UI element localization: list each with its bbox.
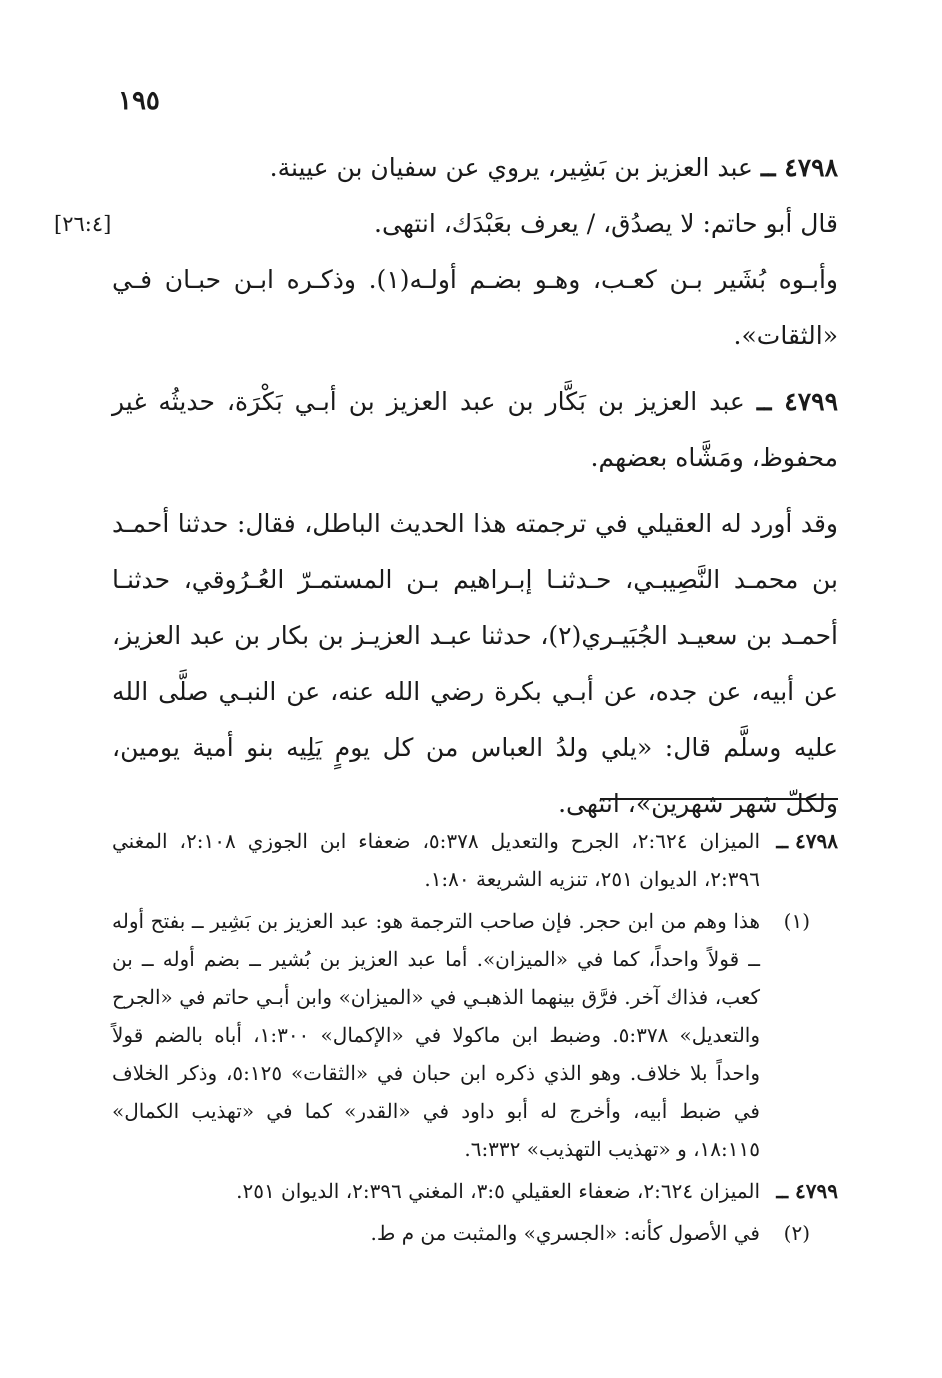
father-note-line — [112, 252, 838, 364]
abu-hatim-line — [54, 196, 838, 252]
main-text — [54, 140, 839, 832]
entry-number: ٤٧٩٨ ــ — [760, 153, 838, 182]
footnote-text: الميزان ٢:٦٢٤، الجرح والتعديل ٥:٣٧٨، ضعفاء ابن الجوزي ٢:١٠٨، المغني ٢:٣٩٦، الديوان ٢٥١، تنزيه الشريعة ١:٨٠. — [112, 829, 760, 891]
footnote-2 — [112, 1214, 838, 1252]
page-number: ١٩٥ — [118, 86, 160, 116]
entry-text: وأبـوه بُشَير بـن كعـب، وهـو بضـم أولـه(١). وذكـره ابـن حبـان فـي «الثقات». — [112, 265, 839, 350]
footnote-divider — [600, 798, 838, 800]
footnote-source-4799 — [112, 1172, 838, 1210]
entry-text: قال أبو حاتم: لا يصدُق، / يعرف بعَبْدَك، انتهى. — [374, 209, 838, 238]
footnote-label: ٤٧٩٩ ــ — [776, 1179, 838, 1203]
footnote-1 — [112, 902, 838, 1168]
entry-4798 — [112, 140, 838, 196]
footnote-text: الميزان ٢:٦٢٤، ضعفاء العقيلي ٣:٥، المغني ٢:٣٩٦، الديوان ٢٥١. — [236, 1179, 760, 1203]
entry-text: عبد العزيز بن بَشِير، يروي عن سفيان بن عيينة. — [269, 153, 753, 182]
footnote-label: (٢) — [783, 1221, 810, 1245]
page-reference: [٢٦:٤] — [54, 212, 112, 236]
uqayli-paragraph — [112, 496, 838, 832]
footnotes — [112, 822, 838, 1256]
footnote-text: هذا وهم من ابن حجر. فإن صاحب الترجمة هو: عبد العزيز بن بَشِير ــ بفتح أوله ــ قولاً واحداً، كما في «الميزان». أما عبد العزيز بن بُشير ــ بضم أوله ــ بن كعب، فذاك آخر. فرَّق بينهما الذهبـي في «الميزان» وابن أبـي حاتم في «الجرح والتعديل» ٥:٣٧٨. وضبط ابن ماكولا في «الإكمال» ١:٣٠٠، أباه بالضم قولاً واحداً بلا خلاف. وهو الذي ذكره ابن حبان في «الثقات» ٥:١٢٥، وذكر الخلاف في ضبط أبيه، وأخرج له أبو داود في «القدر» كما في «تهذيب الكمال» ١٨:١١٥، و «تهذيب التهذيب» ٦:٣٣٢. — [112, 909, 760, 1161]
footnote-text: في الأصول كأنه: «الجسري» والمثبت من م ط. — [370, 1221, 760, 1245]
entry-4799 — [112, 374, 838, 486]
entry-text: عبد العزيز بن بَكَّار بن عبد العزيز بن أبـي بَكْرَة، حديثُه غير محفوظ، ومَشَّاه بعضهم. — [112, 387, 838, 472]
entry-number: ٤٧٩٩ ــ — [756, 387, 839, 416]
entry-text: وقد أورد له العقيلي في ترجمته هذا الحديث الباطل، فقال: حدثنا أحمـد بن محمـد النَّصِيبـي، حـدثنـا إبـراهيم بـن المستمـرّ العُـرُوقي، حدثنـا أحمـد بن سعيـد الجُبَيـري(٢)، حدثنا عبـد العزيـز بن بكار بن عبد العزيز، عن أبيه، عن جده، عن أبـي بكرة رضي الله عنه، عن النبـي صلَّى الله عليه وسلَّم قال: «يلي ولدُ العباس من كل يومٍ يَلِيه بنو أمية يومين، ولكلّ شهر شهرين»، انتهى. — [112, 509, 838, 818]
footnote-label: (١) — [783, 909, 810, 933]
footnote-source-4798 — [112, 822, 838, 898]
footnote-label: ٤٧٩٨ ــ — [776, 829, 838, 853]
